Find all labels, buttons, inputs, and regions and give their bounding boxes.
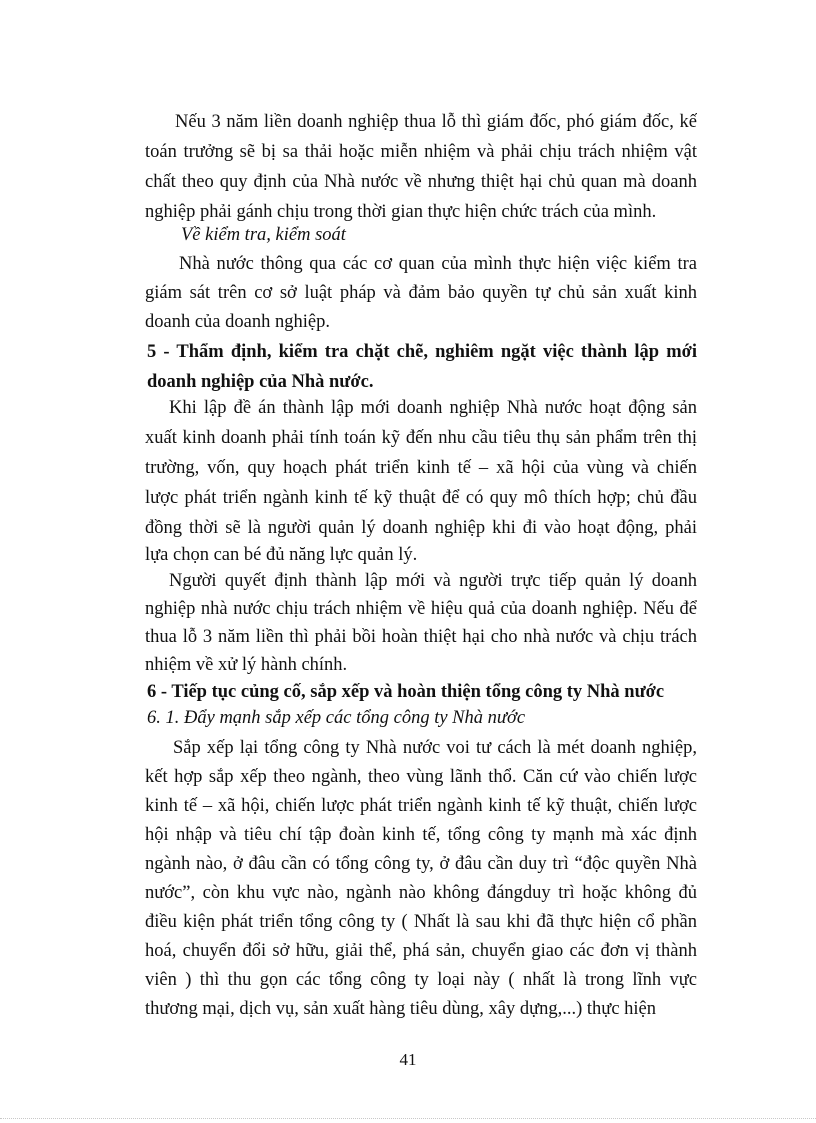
- section-heading: doanh nghiệp của Nhà nước.: [147, 372, 374, 392]
- page-number: 41: [399, 1050, 417, 1069]
- paragraph-line: giám sát trên cơ sở luật pháp và đảm bảo quyền tự chủ sản xuất kinh: [145, 283, 697, 303]
- subsection-heading: Về kiểm tra, kiểm soát: [181, 225, 346, 245]
- paragraph-line: viên ) thì thu gọn các tổng công ty loại này ( nhất là trong lĩnh vực: [145, 970, 697, 990]
- section-heading: 5 - Thẩm định, kiểm tra chặt chẽ, nghiêm ngặt việc thành lập mới: [147, 342, 697, 362]
- paragraph-line: trường, vốn, quy hoạch phát triển kinh tế – xã hội của vùng và chiến: [145, 458, 697, 478]
- paragraph-line: Người quyết định thành lập mới và người trực tiếp quản lý doanh: [169, 571, 697, 591]
- paragraph-line: hoá, chuyển đổi sở hữu, giải thể, phá sản, chuyển giao các đơn vị thành: [145, 941, 697, 961]
- paragraph-line: đồng thời sẽ là người quản lý doanh nghiệp khi đi vào hoạt động, phải: [145, 518, 697, 538]
- section-heading: 6 - Tiếp tục củng cố, sắp xếp và hoàn thiện tổng công ty Nhà nước: [147, 682, 665, 702]
- paragraph-line: thương mại, dịch vụ, sản xuất hàng tiêu dùng, xây dựng,...) thực hiện: [145, 999, 657, 1019]
- paragraph-line: kinh tế – xã hội, chiến lược phát triển ngành kinh tế kỹ thuật, chiến lược: [145, 796, 697, 816]
- paragraph-line: nghiệp phải gánh chịu trong thời gian thực hiện chức trách của mình.: [145, 202, 657, 222]
- paragraph-line: thua lỗ 3 năm liền thì phải bồi hoàn thiệt hại cho nhà nước và chịu trách: [145, 627, 697, 647]
- paragraph-line: nhiệm về xử lý hành chính.: [145, 655, 348, 675]
- paragraph-line: ngành nào, ở đâu cần có tổng công ty, ở đâu cần duy trì “độc quyền Nhà: [145, 854, 697, 874]
- paragraph-line: nghiệp nhà nước chịu trách nhiệm về hiệu quả của doanh nghiệp. Nếu để: [145, 599, 697, 619]
- paragraph-line: doanh của doanh nghiệp.: [145, 312, 330, 332]
- paragraph-line: chất theo quy định của Nhà nước về nhưng thiệt hại chủ quan mà doanh: [145, 172, 697, 192]
- paragraph-line: Nhà nước thông qua các cơ quan của mình thực hiện việc kiểm tra: [179, 254, 697, 274]
- paragraph-line: điều kiện phát triển tổng công ty ( Nhất là sau khi đã thực hiện cổ phần: [145, 912, 697, 932]
- paragraph-line: Sắp xếp lại tổng công ty Nhà nước voi tư cách là mét doanh nghiệp,: [173, 738, 697, 758]
- paragraph-line: kết hợp sắp xếp theo ngành, theo vùng lãnh thổ. Căn cứ vào chiến lược: [145, 767, 697, 787]
- paragraph-line: lựa chọn can bé đủ năng lực quản lý.: [145, 545, 418, 565]
- subsection-heading: 6. 1. Đẩy mạnh sắp xếp các tổng công ty Nhà nước: [147, 708, 526, 728]
- paragraph-line: xuất kinh doanh phải tính toán kỹ đến nhu cầu tiêu thụ sản phẩm trên thị: [145, 428, 697, 448]
- paragraph-line: nước”, còn khu vực nào, ngành nào không đángduy trì hoặc không đủ: [145, 883, 697, 903]
- paragraph-line: lược phát triển ngành kinh tế kỹ thuật để có quy mô thích hợp; chủ đầu: [145, 488, 697, 508]
- paragraph-line: toán trưởng sẽ bị sa thải hoặc miễn nhiệm và phải chịu trách nhiệm vật: [145, 142, 697, 162]
- paragraph-line: Khi lập đề án thành lập mới doanh nghiệp Nhà nước hoạt động sản: [169, 398, 697, 418]
- page-bottom-divider: [0, 1118, 816, 1119]
- paragraph-line: hội nhập và tiêu chí tập đoàn kinh tế, tổng công ty mạnh mà xác định: [145, 825, 697, 845]
- paragraph-line: Nếu 3 năm liền doanh nghiệp thua lỗ thì giám đốc, phó giám đốc, kế: [175, 112, 697, 132]
